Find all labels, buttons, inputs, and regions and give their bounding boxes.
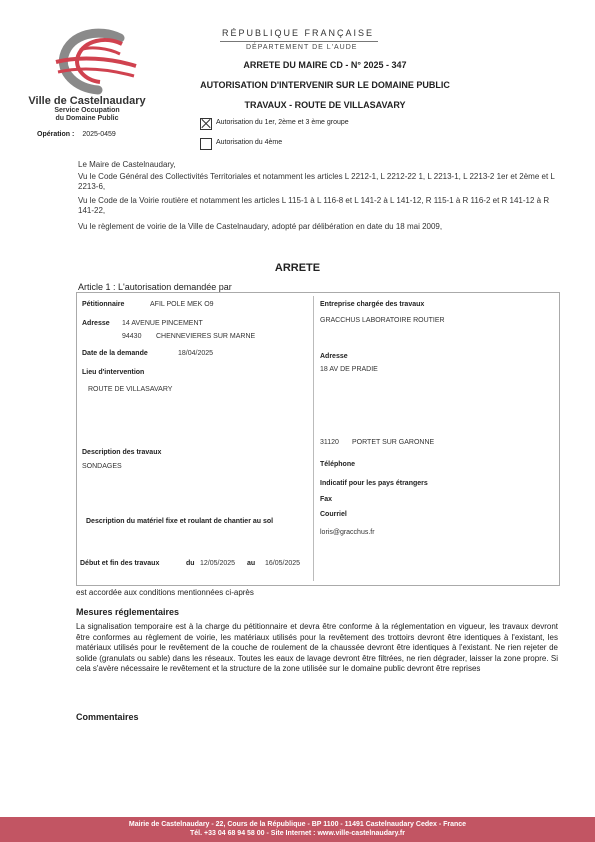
footer-address: Mairie de Castelnaudary - 22, Cours de la République - BP 1100 - 11491 Castelnaudary Cedex - France <box>128 821 467 828</box>
autorisation-title: AUTORISATION D'INTERVENIR SUR LE DOMAINE PUBLIC <box>200 80 450 90</box>
adresse-label: Adresse <box>82 320 110 327</box>
checkbox-label-groupe-1-3: Autorisation du 1er, 2ème et 3 ème groupe <box>216 119 349 126</box>
city-domain: du Domaine Public <box>55 115 119 122</box>
castelnaudary-logo <box>50 28 140 96</box>
petitionnaire-value: AFIL POLE MEK O9 <box>150 301 214 308</box>
article-1: Article 1 : L'autorisation demandée par <box>78 282 232 292</box>
mesures-title: Mesures réglementaires <box>76 607 180 617</box>
entreprise-ville: PORTET SUR GARONNE <box>352 439 435 446</box>
commentaires-title: Commentaires <box>76 712 139 722</box>
lieu-label: Lieu d'intervention <box>82 369 145 376</box>
travaux-title: TRAVAUX - ROUTE DE VILLASAVARY <box>244 100 406 110</box>
checkbox-label-groupe-4: Autorisation du 4ème <box>216 139 283 146</box>
footer-contact: Tél. +33 04 68 94 58 00 - Site Internet : www.ville-castelnaudary.fr <box>190 830 405 837</box>
operation-label: Opération : <box>37 131 75 138</box>
departement: DÉPARTEMENT DE L'AUDE <box>246 44 358 51</box>
request-form-box <box>76 292 560 586</box>
form-column-divider <box>313 296 314 581</box>
date-demande-value: 18/04/2025 <box>178 350 214 357</box>
adresse-cp: 94430 <box>122 333 142 340</box>
operation-line <box>37 131 116 138</box>
checkbox-groupe-4[interactable] <box>200 138 212 150</box>
considerant-cgct: Vu le Code Général des Collectivités Territoriales et notamment les articles L 2212-1, L 2212-22 1, L 2213-1, L 2213-2 1er et 2ème et L 2213-6, <box>78 172 555 191</box>
date-fin: 16/05/2025 <box>265 560 301 567</box>
entreprise-adresse-value: 18 AV DE PRADIE <box>320 366 378 373</box>
entreprise-cp: 31120 <box>320 439 339 446</box>
checkbox-groupe-1-3[interactable] <box>200 118 212 130</box>
materiel-label: Description du matériel fixe et roulant de chantier au sol <box>86 518 274 525</box>
footer-bar <box>0 817 595 842</box>
accordee-text: est accordée aux conditions mentionnées ci-après <box>76 588 254 597</box>
city-name: Ville de Castelnaudary <box>28 95 146 107</box>
arrete-heading: ARRETE <box>274 262 321 274</box>
date-debut: 12/05/2025 <box>200 560 236 567</box>
date-demande-label: Date de la demande <box>82 350 148 357</box>
entreprise-value: GRACCHUS LABORATOIRE ROUTIER <box>320 317 445 324</box>
header-rule <box>220 41 378 42</box>
adresse-ville: CHENNEVIERES SUR MARNE <box>156 333 256 340</box>
fax-label: Fax <box>320 496 333 503</box>
adresse-line1: 14 AVENUE PINCEMENT <box>122 320 203 327</box>
arrete-title: ARRETE DU MAIRE CD - N° 2025 - 347 <box>243 60 407 70</box>
dates-label: Début et fin des travaux <box>80 560 160 567</box>
description-value: SONDAGES <box>82 463 122 470</box>
mesures-text: La signalisation temporaire est à la charge du pétitionnaire et devra être conforme à la réglementation en vigueur, les travaux devront être conformes au règlement de voirie, les matériaux utilisés pour la revêtement des trottoirs devront être identiques à l'existant, les matériaux utilisés pour le revêtement de la couche de roulement de la chaussée devront être identiques à l'existant. Ne rien rejeter de solide (granulats ou sable) dans les réseaux. Toutes les eaux de lavage devront être filtrées, ne rien dégrader, laisser la zone propre. Si cela s'avère nécessaire le revêtement et la structure de la zone utilisée sur le domaine public devront être reprises <box>76 622 558 673</box>
city-block <box>28 96 146 123</box>
telephone-label: Téléphone <box>320 461 356 468</box>
lieu-value: ROUTE DE VILLASAVARY <box>88 386 173 393</box>
dates-du: du <box>186 560 195 567</box>
courriel-value: loris@gracchus.fr <box>320 529 375 536</box>
considerant-reglement: Vu le règlement de voirie de la Ville de Castelnaudary, adopté par délibération en date du 18 mai 2009, <box>78 222 443 231</box>
petitionnaire-label: Pétitionnaire <box>82 301 125 308</box>
considerant-maire: Le Maire de Castelnaudary, <box>78 160 176 169</box>
republique-francaise: RÉPUBLIQUE FRANÇAISE <box>222 28 375 38</box>
operation-value: 2025-0459 <box>82 131 116 138</box>
description-label: Description des travaux <box>82 449 162 456</box>
dates-au: au <box>247 560 256 567</box>
entreprise-label: Entreprise chargée des travaux <box>320 301 425 308</box>
entreprise-adresse-label: Adresse <box>320 353 348 360</box>
considerant-voirie: Vu le Code de la Voirie routière et notamment les articles L 115-1 à L 116-8 et L 141-2 à L 141-12, R 115-1 à R 116-2 et R 141-12 à R 141-22, <box>78 196 550 215</box>
courriel-label: Courriel <box>320 511 347 518</box>
city-service: Service Occupation <box>54 107 120 114</box>
indicatif-label: Indicatif pour les pays étrangers <box>320 480 428 487</box>
